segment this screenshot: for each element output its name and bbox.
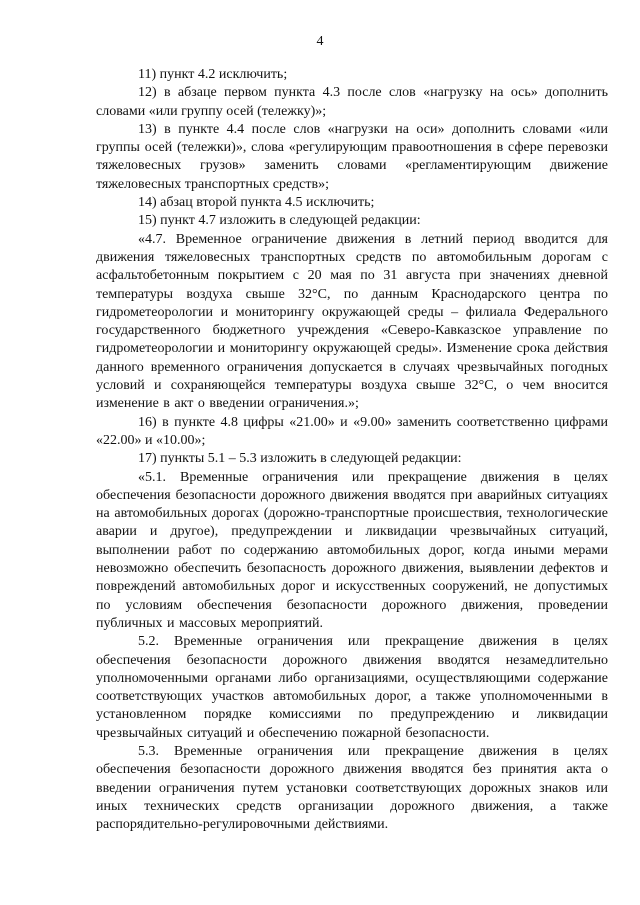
- paragraph-item-16: 16) в пункте 4.8 цифры «21.00» и «9.00» заменить соответственно цифрами «22.00» и «10.00»;: [96, 414, 608, 448]
- paragraph-clause-4-7: «4.7. Временное ограничение движения в летний период вводится для движения тяжеловесных транспортных средств по автомобильным дорогам с асфальтобетонным покрытием с 20 мая по 31 августа при значениях дневной температуры воздуха свыше 32°С, по данным Краснодарского центра по гидрометеорологии и мониторингу окружающей среды – филиала Федерального государственного бюджетного учреждения «Северо-Кавказское управление по гидрометеорологии и мониторингу окружающей среды». Изменение срока действия данного временного ограничения допускается в случаях чрезвычайных погодных условий и сохраняющейся температуры воздуха свыше 32°С, о чем вносится изменение в акт о введении ограничения.»;: [96, 231, 608, 412]
- paragraph-clause-5-2: 5.2. Временные ограничения или прекращение движения в целях обеспечения безопасности дорожного движения вводятся незамедлительно уполномоченными органами либо организациями, осуществляющими содержание соответствующих участков автомобильных дорог, а также уполномоченными в установленном порядке комиссиями по предупреждению и ликвидации чрезвычайных ситуаций и обеспечению пожарной безопасности.: [96, 634, 608, 741]
- paragraph-item-17: 17) пункты 5.1 – 5.3 изложить в следующей редакции:: [138, 451, 462, 467]
- document-body: [96, 66, 608, 834]
- paragraph-item-15: 15) пункт 4.7 изложить в следующей редакции:: [138, 213, 421, 229]
- paragraph-clause-5-3: 5.3. Временные ограничения или прекращение движения в целях обеспечения безопасности дорожного движения вводятся без принятия акта о введении ограничения путем установки соответствующих дорожных знаков или иных технических средств организации дорожного движения, а также распорядительно-регулировочными действиями.: [96, 743, 608, 833]
- paragraph-item-14: 14) абзац второй пункта 4.5 исключить;: [138, 195, 375, 211]
- paragraph-clause-5-1: «5.1. Временные ограничения или прекращение движения в целях обеспечения безопасности дорожного движения вводятся при аварийных ситуациях на автомобильных дорогах (дорожно-транспортные происшествия, технологические аварии и другое), предупреждении и ликвидации чрезвычайных ситуаций, выполнении работ по содержанию автомобильных дорог, когда иными мерами невозможно обеспечить безопасность дорожного движения, выявлении дефектов и повреждений автомобильных дорог и искусственных сооружений, не допустимых по условиям обеспечения безопасности дорожного движения, проведении публичных и массовых мероприятий.: [96, 469, 608, 631]
- page-number: 4: [316, 34, 324, 49]
- paragraph-item-11: 11) пункт 4.2 исключить;: [138, 67, 288, 82]
- paragraph-item-12: 12) в абзаце первом пункта 4.3 после слов «нагрузку на ось» дополнить словами «или группу осей (тележку)»;: [96, 85, 608, 119]
- paragraph-item-13: 13) в пункте 4.4 после слов «нагрузки на оси» дополнить словами «или группы осей (тележки)», слова «регулирующим правоотношения в сфере перевозки тяжеловесных грузов» заменить словами «регламентирующим движение тяжеловесных транспортных средств»;: [96, 121, 608, 192]
